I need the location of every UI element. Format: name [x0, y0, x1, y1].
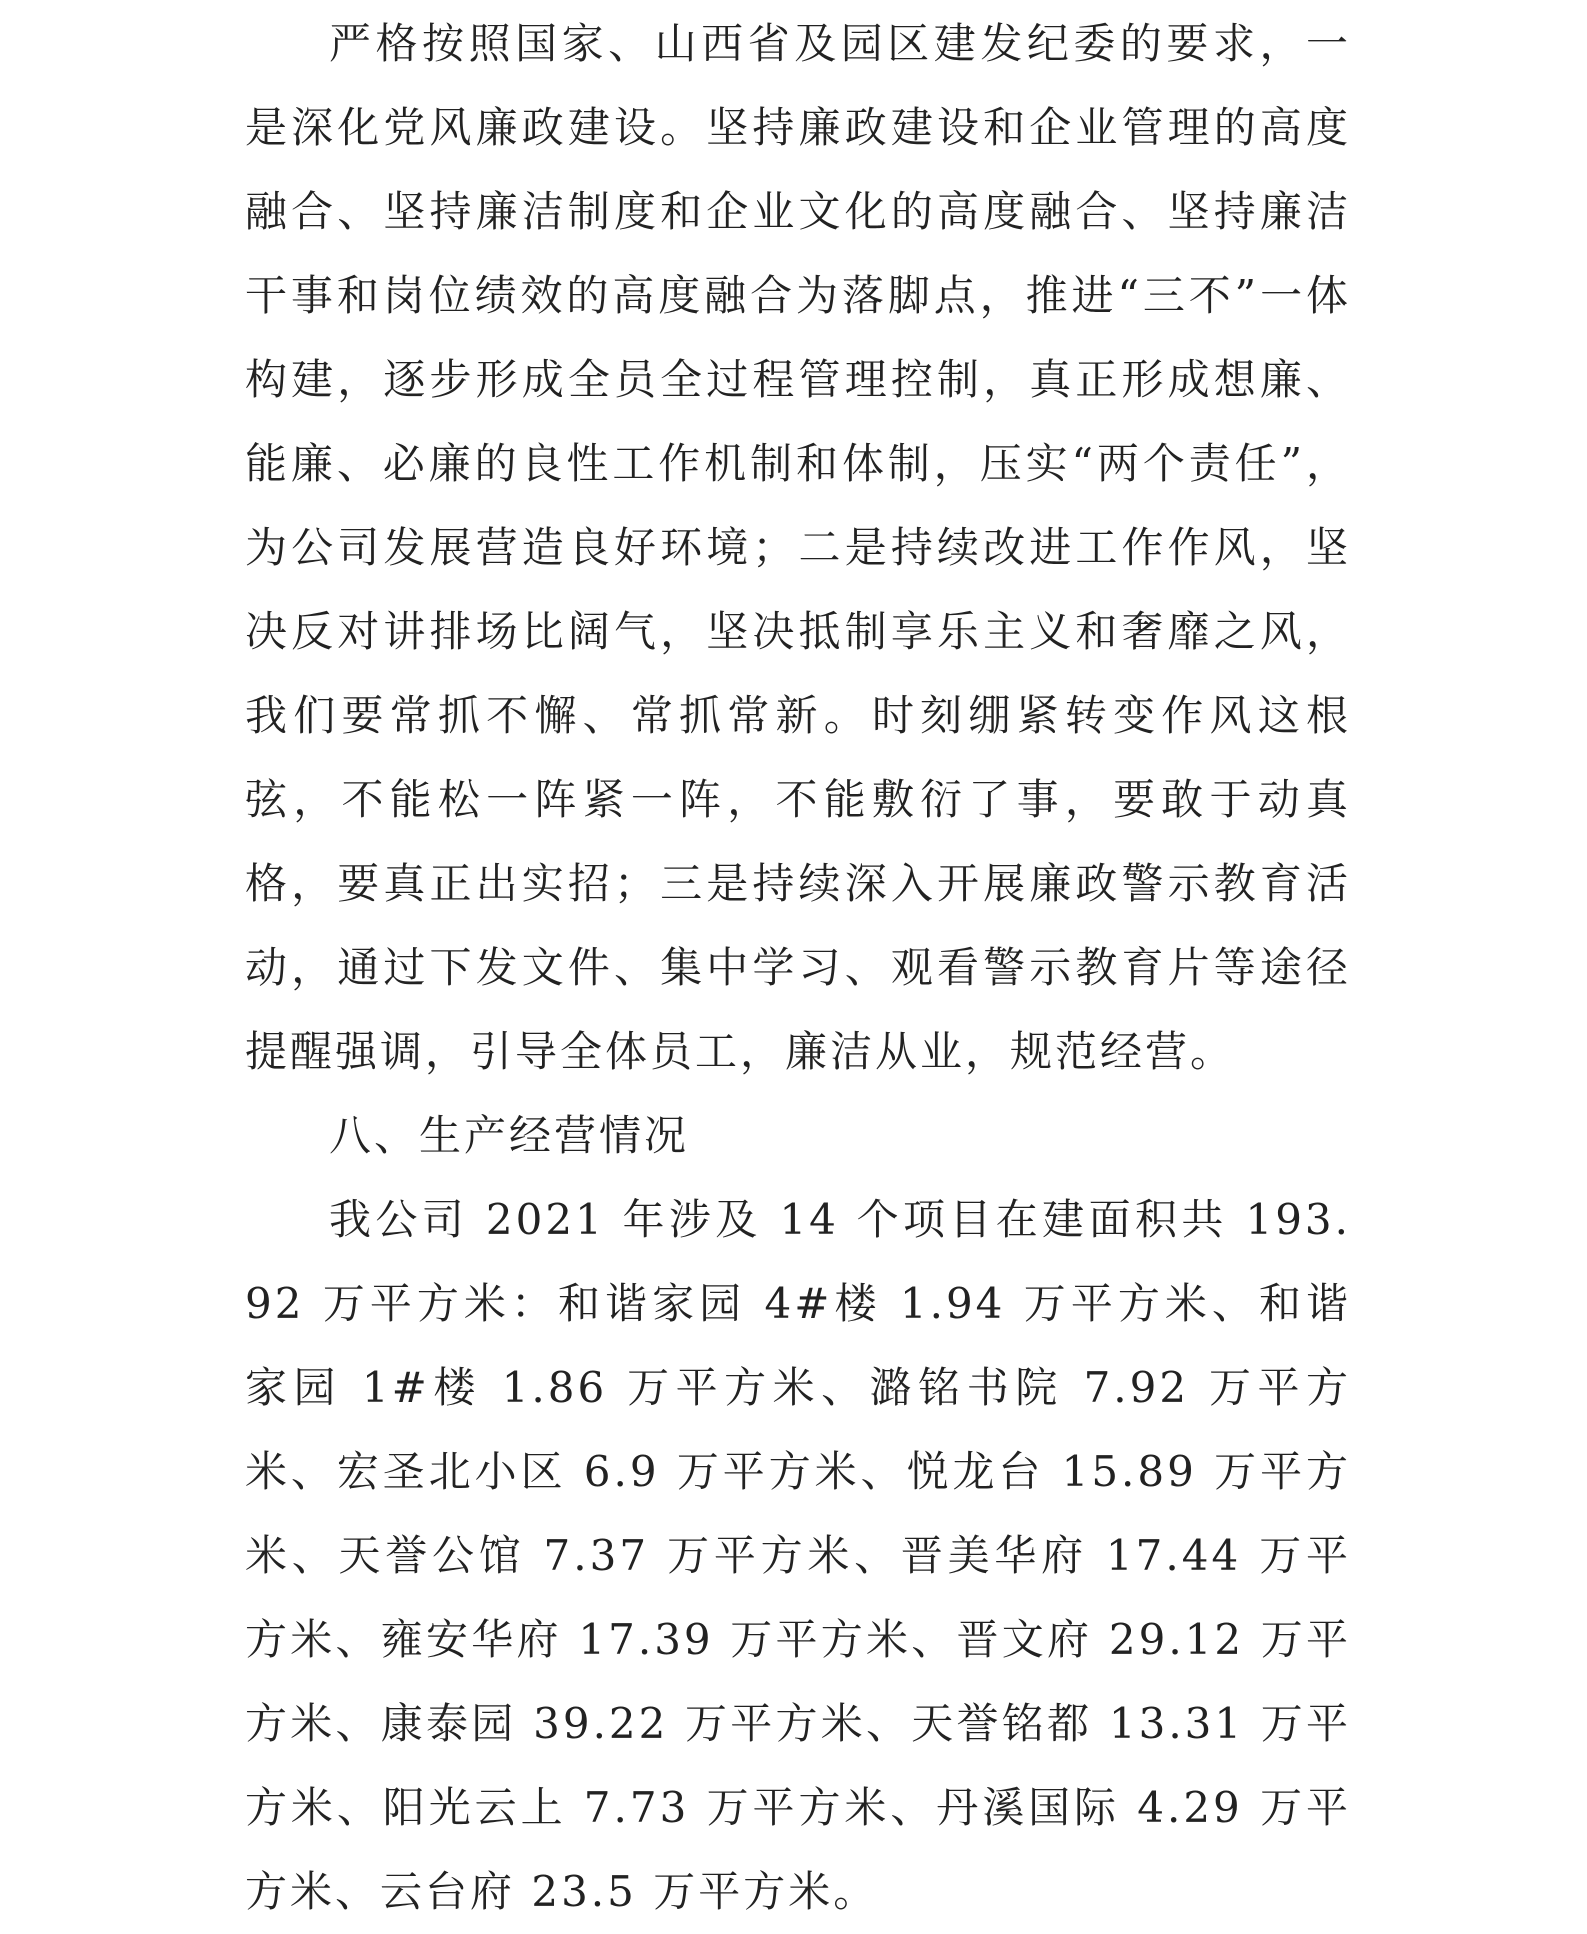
paragraph-production-projects: 我公司 2021 年涉及 14 个项目在建面积共 193.92 万平方米：和谐家园 4#楼 1.94 万平方米、和谐家园 1#楼 1.86 万平方米、潞铭书院 7.92 万平方米、宏圣北小区 6.9 万平方米、悦龙台 15.89 万平方米、天誉公馆 7.37 万平方米、晋美华府 17.44 万平方米、雍安华府 17.39 万平方米、晋文府 29.12 万平方米、康泰园 39.22 万平方米、天誉铭都 13.31 万平方米、阳光云上 7.73 万平方米、丹溪国际 4.29 万平方米、云台府 23.5 万平方米。	[245, 1195, 1351, 1916]
section-heading-production: 八、生产经营情况	[329, 1111, 690, 1160]
paragraph-integrity-work: 严格按照国家、山西省及园区建发纪委的要求，一是深化党风廉政建设。坚持廉政建设和企业管理的高度融合、坚持廉洁制度和企业文化的高度融合、坚持廉洁干事和岗位绩效的高度融合为落脚点，推进“三不”一体构建，逐步形成全员全过程管理控制，真正形成想廉、能廉、必廉的良性工作机制和体制，压实“两个责任”，为公司发展营造良好环境；二是持续改进工作作风，坚决反对讲排场比阔气，坚决抵制享乐主义和奢靡之风，我们要常抓不懈、常抓常新。时刻绷紧转变作风这根弦，不能松一阵紧一阵，不能敷衍了事，要敢于动真格，要真正出实招；三是持续深入开展廉政警示教育活动，通过下发文件、集中学习、观看警示教育片等途径提醒强调，引导全体员工，廉洁从业，规范经营。	[245, 19, 1351, 1076]
document-page	[245, 0, 1351, 1916]
